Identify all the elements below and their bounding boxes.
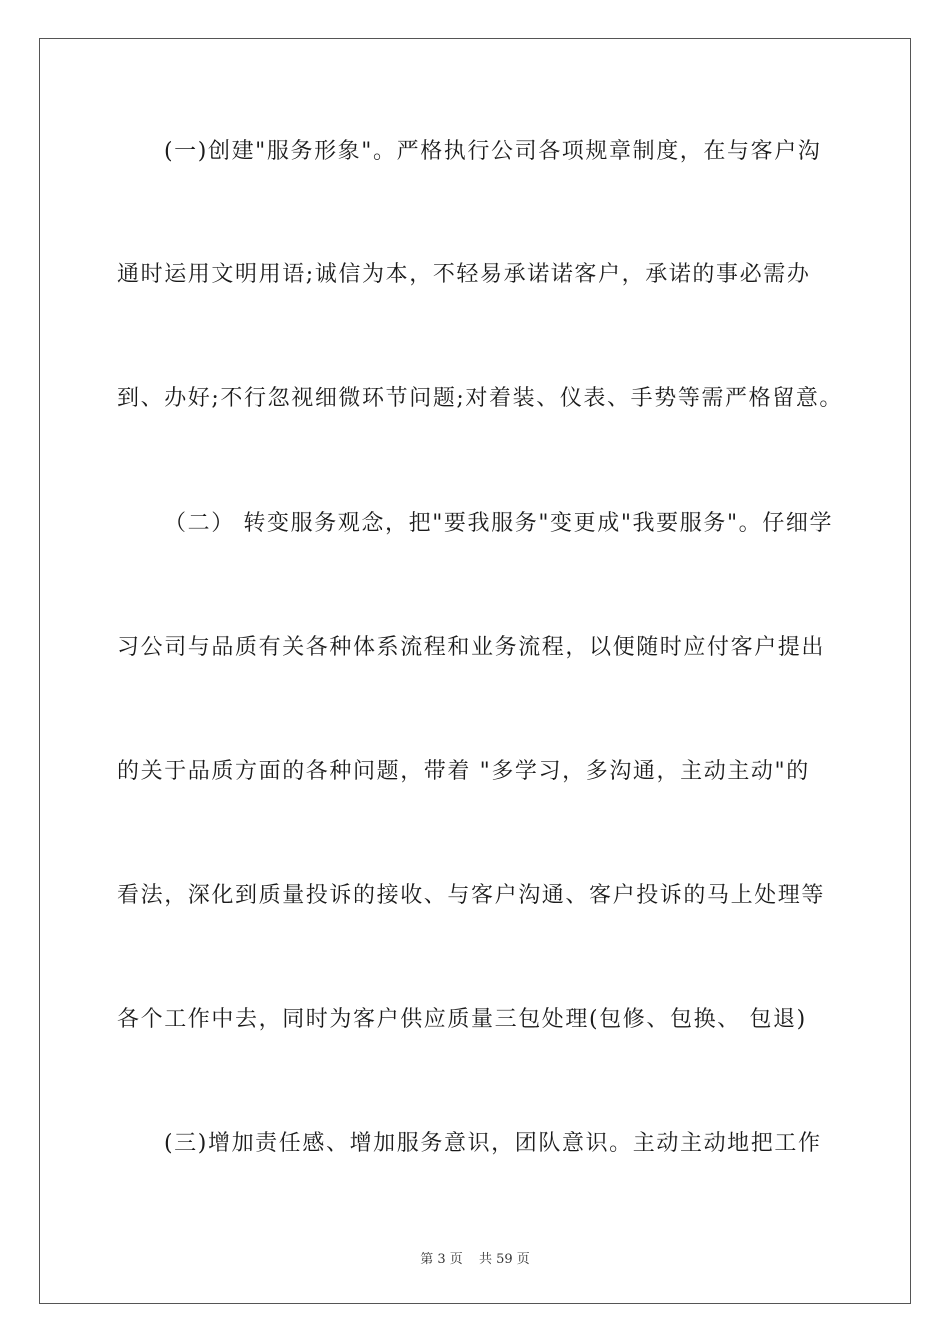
paragraph-2-line-3: 的关于品质方面的各种问题，带着 "多学习，多沟通，主动主动"的	[117, 759, 810, 784]
paragraph-1-line-3: 到、办好;不行忽视细微环节问题;对着装、仪表、手势等需严格留意。	[117, 386, 844, 411]
page-footer	[0, 1248, 950, 1267]
paragraph-1-line-1: (一)创建"服务形象"。严格执行公司各项规章制度，在与客户沟	[164, 139, 822, 164]
paragraph-2-line-4: 看法，深化到质量投诉的接收、与客户沟通、客户投诉的马上处理等	[117, 883, 826, 908]
total-pages: 共 59 页	[478, 1252, 530, 1267]
paragraph-2-line-2: 习公司与品质有关各种体系流程和业务流程，以便随时应付客户提出	[117, 635, 826, 660]
paragraph-3-line-1: (三)增加责任感、增加服务意识，团队意识。主动主动地把工作	[164, 1131, 822, 1156]
paragraph-1-line-2: 通时运用文明用语;诚信为本，不轻易承诺诺客户，承诺的事必需办	[117, 262, 811, 287]
page-frame	[39, 38, 911, 1304]
paragraph-2-line-5: 各个工作中去，同时为客户供应质量三包处理(包修、包换、 包退)	[117, 1007, 807, 1032]
paragraph-2-line-1: （二） 转变服务观念，把"要我服务"变更成"我要服务"。仔细学	[164, 511, 834, 536]
page-number: 第 3 页	[420, 1252, 463, 1267]
